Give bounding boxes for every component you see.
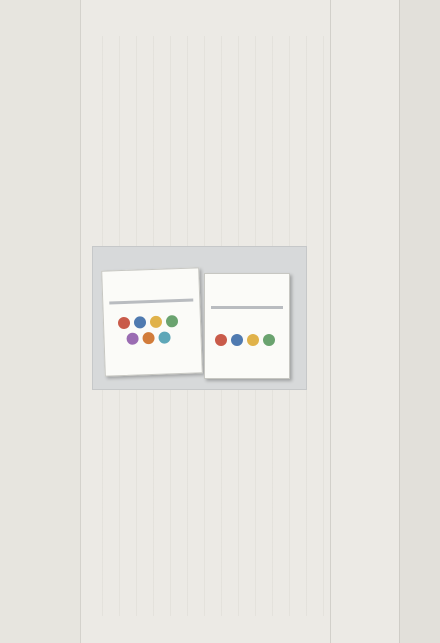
cover-disc xyxy=(126,332,138,344)
cover-disc xyxy=(166,315,178,327)
product-photo xyxy=(92,246,307,390)
neighbouring-article-left xyxy=(0,0,81,643)
cover-disc xyxy=(118,317,130,329)
booklet-image xyxy=(101,267,203,376)
cover-disc xyxy=(142,332,154,344)
cover-disc xyxy=(215,334,227,346)
cover-band xyxy=(109,299,193,305)
cover-disc xyxy=(247,334,259,346)
column-rule xyxy=(330,0,331,643)
neighbouring-article-right xyxy=(399,0,440,643)
cover-disc xyxy=(134,316,146,328)
cover-disc xyxy=(158,331,170,343)
card-box-image xyxy=(204,273,290,379)
cover-band xyxy=(211,306,283,309)
article xyxy=(80,0,400,643)
cover-disc xyxy=(231,334,243,346)
cover-disc xyxy=(150,316,162,328)
cover-disc xyxy=(263,334,275,346)
